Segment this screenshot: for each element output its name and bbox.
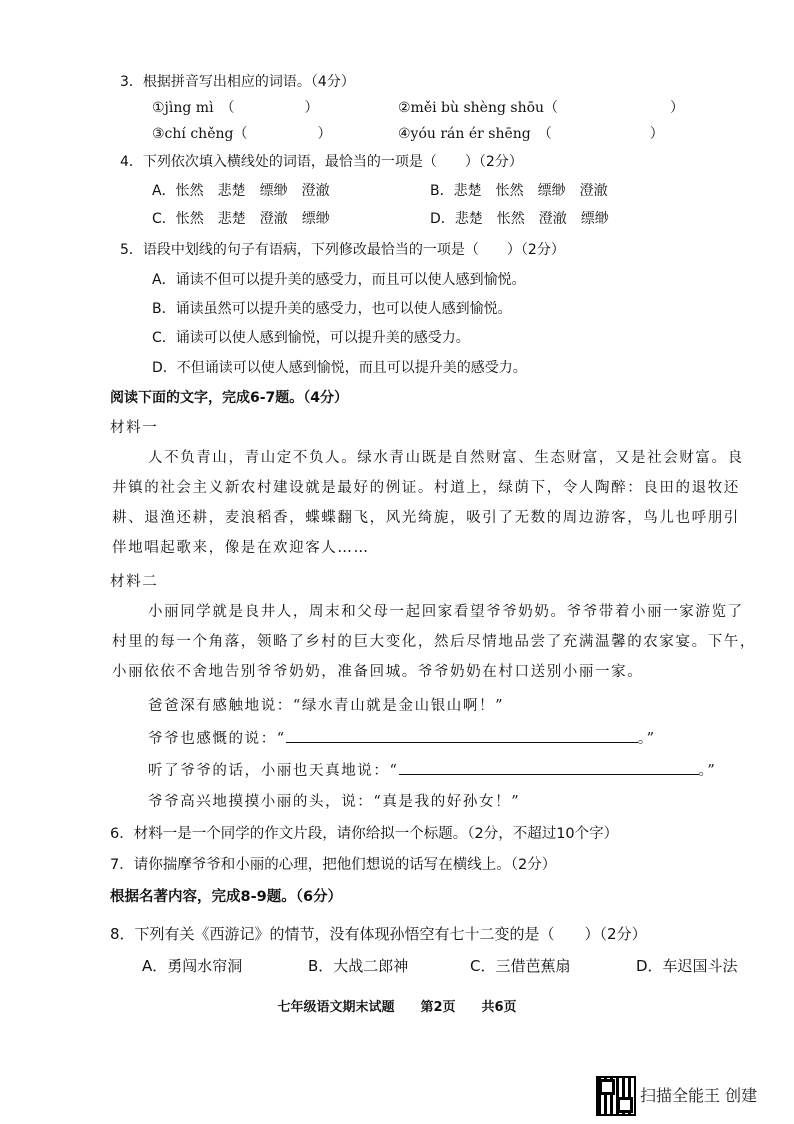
dialogue-grandpa-end: 。” (637, 731, 656, 747)
material-1-label: 材料一 (110, 420, 159, 436)
q8-option-b: B．大战二郎神 (308, 957, 409, 975)
q4-option-c: C．怅然 悲楚 澄澈 缥缈 (152, 211, 330, 227)
dialogue-father: 爸爸深有感触地说：“绿水青山就是金山银山啊！” (148, 698, 505, 714)
answer-blank-grandpa[interactable] (286, 728, 638, 743)
q6-text: 6．材料一是一个同学的作文片段，请你给拟一个标题。（2分，不超过10个字） (110, 826, 619, 842)
material-1-line-4: 伴地唱起歌来，像是在欢迎客人…… (112, 540, 370, 556)
books-heading: 根据名著内容，完成8-9题。（6分） (110, 889, 343, 905)
q3-title: 3．根据拼音写出相应的词语。（4分） (120, 74, 355, 90)
page-footer: 七年级语文期末试题 第2页 共6页 (277, 1000, 517, 1015)
q4-option-a: A．怅然 悲楚 缥缈 澄澈 (152, 183, 330, 199)
material-1-line-1: 人不负青山，青山定不负人。绿水青山既是自然财富、生态财富，又是社会财富。良 (148, 450, 744, 466)
q3-item-4: ④yóu rán ér shēng （ ） (398, 126, 664, 142)
q8-option-d: D．车迟国斗法 (636, 957, 738, 975)
q8-option-a: A．勇闯水帘洞 (142, 957, 243, 975)
q5-title: 5．语段中划线的句子有语病，下列修改最恰当的一项是（ ）（2分） (120, 242, 565, 258)
q3-item-3: ③chí chěng（ ） (152, 126, 332, 142)
material-2-line-2: 村里的每一个角落，领略了乡村的巨大变化，然后尽情地品尝了充满温馨的农家宴。下午， (112, 634, 756, 650)
dialogue-grandpa-text: 爷爷也感慨的说：“ (148, 731, 286, 747)
dialogue-grandpa (148, 728, 656, 749)
q3-item-1: ①jìng mì （ ） (152, 100, 319, 116)
dialogue-grandpa-reply: 爷爷高兴地摸摸小丽的头，说：“真是我的好孙女！” (148, 794, 521, 810)
scanner-watermark: 扫描全能王 创建 (640, 1086, 758, 1105)
material-1-line-2: 井镇的社会主义新农村建设就是最好的例证。村道上，绿荫下，令人陶醉：良田的退牧还 (112, 480, 740, 496)
material-1-line-3: 耕、退渔还耕，麦浪稻香，蝶蝶翻飞，风光绮旎，吸引了无数的周边游客，鸟儿也呼朋引 (112, 510, 740, 526)
answer-blank-xiaoli[interactable] (399, 760, 699, 775)
q4-option-d: D．悲楚 怅然 澄澈 缥缈 (430, 211, 609, 227)
reading-heading: 阅读下面的文字，完成6-7题。（4分） (110, 390, 349, 406)
dialogue-xiaoli (148, 760, 716, 781)
qr-code-icon (596, 1076, 636, 1116)
material-2-label: 材料二 (110, 574, 159, 590)
dialogue-xiaoli-text: 听了爷爷的话，小丽也天真地说：“ (148, 763, 399, 779)
q4-title: 4．下列依次填入横线处的词语，最恰当的一项是（ ）（2分） (120, 154, 523, 170)
material-2-line-1: 小丽同学就是良井人，周末和父母一起回家看望爷爷奶奶。爷爷带着小丽一家游览了 (148, 604, 744, 620)
dialogue-xiaoli-end: 。” (698, 763, 717, 779)
q5-option-c: C．诵读可以使人感到愉悦，可以提升美的感受力。 (152, 330, 470, 346)
q5-option-d: D．不但诵读可以使人感到愉悦，而且可以提升美的感受力。 (152, 360, 527, 376)
q5-option-a: A．诵读不但可以提升美的感受力，而且可以使人感到愉悦。 (152, 272, 526, 288)
q7-text: 7．请你揣摩爷爷和小丽的心理，把他们想说的话写在横线上。（2分） (110, 857, 557, 873)
q4-option-b: B．悲楚 怅然 缥缈 澄澈 (430, 183, 608, 199)
q8-title: 8．下列有关《西游记》的情节，没有体现孙悟空有七十二变的是（ ）（2分） (110, 925, 647, 943)
material-2-line-3: 小丽依依不舍地告别爷爷奶奶，准备回城。爷爷奶奶在村口送别小丽一家。 (112, 664, 644, 680)
q3-item-2: ②měi bù shèng shōu（ ） (398, 100, 685, 116)
q8-option-c: C．三借芭蕉扇 (470, 957, 571, 975)
q5-option-b: B．诵读虽然可以提升美的感受力，也可以使人感到愉悦。 (152, 301, 512, 317)
